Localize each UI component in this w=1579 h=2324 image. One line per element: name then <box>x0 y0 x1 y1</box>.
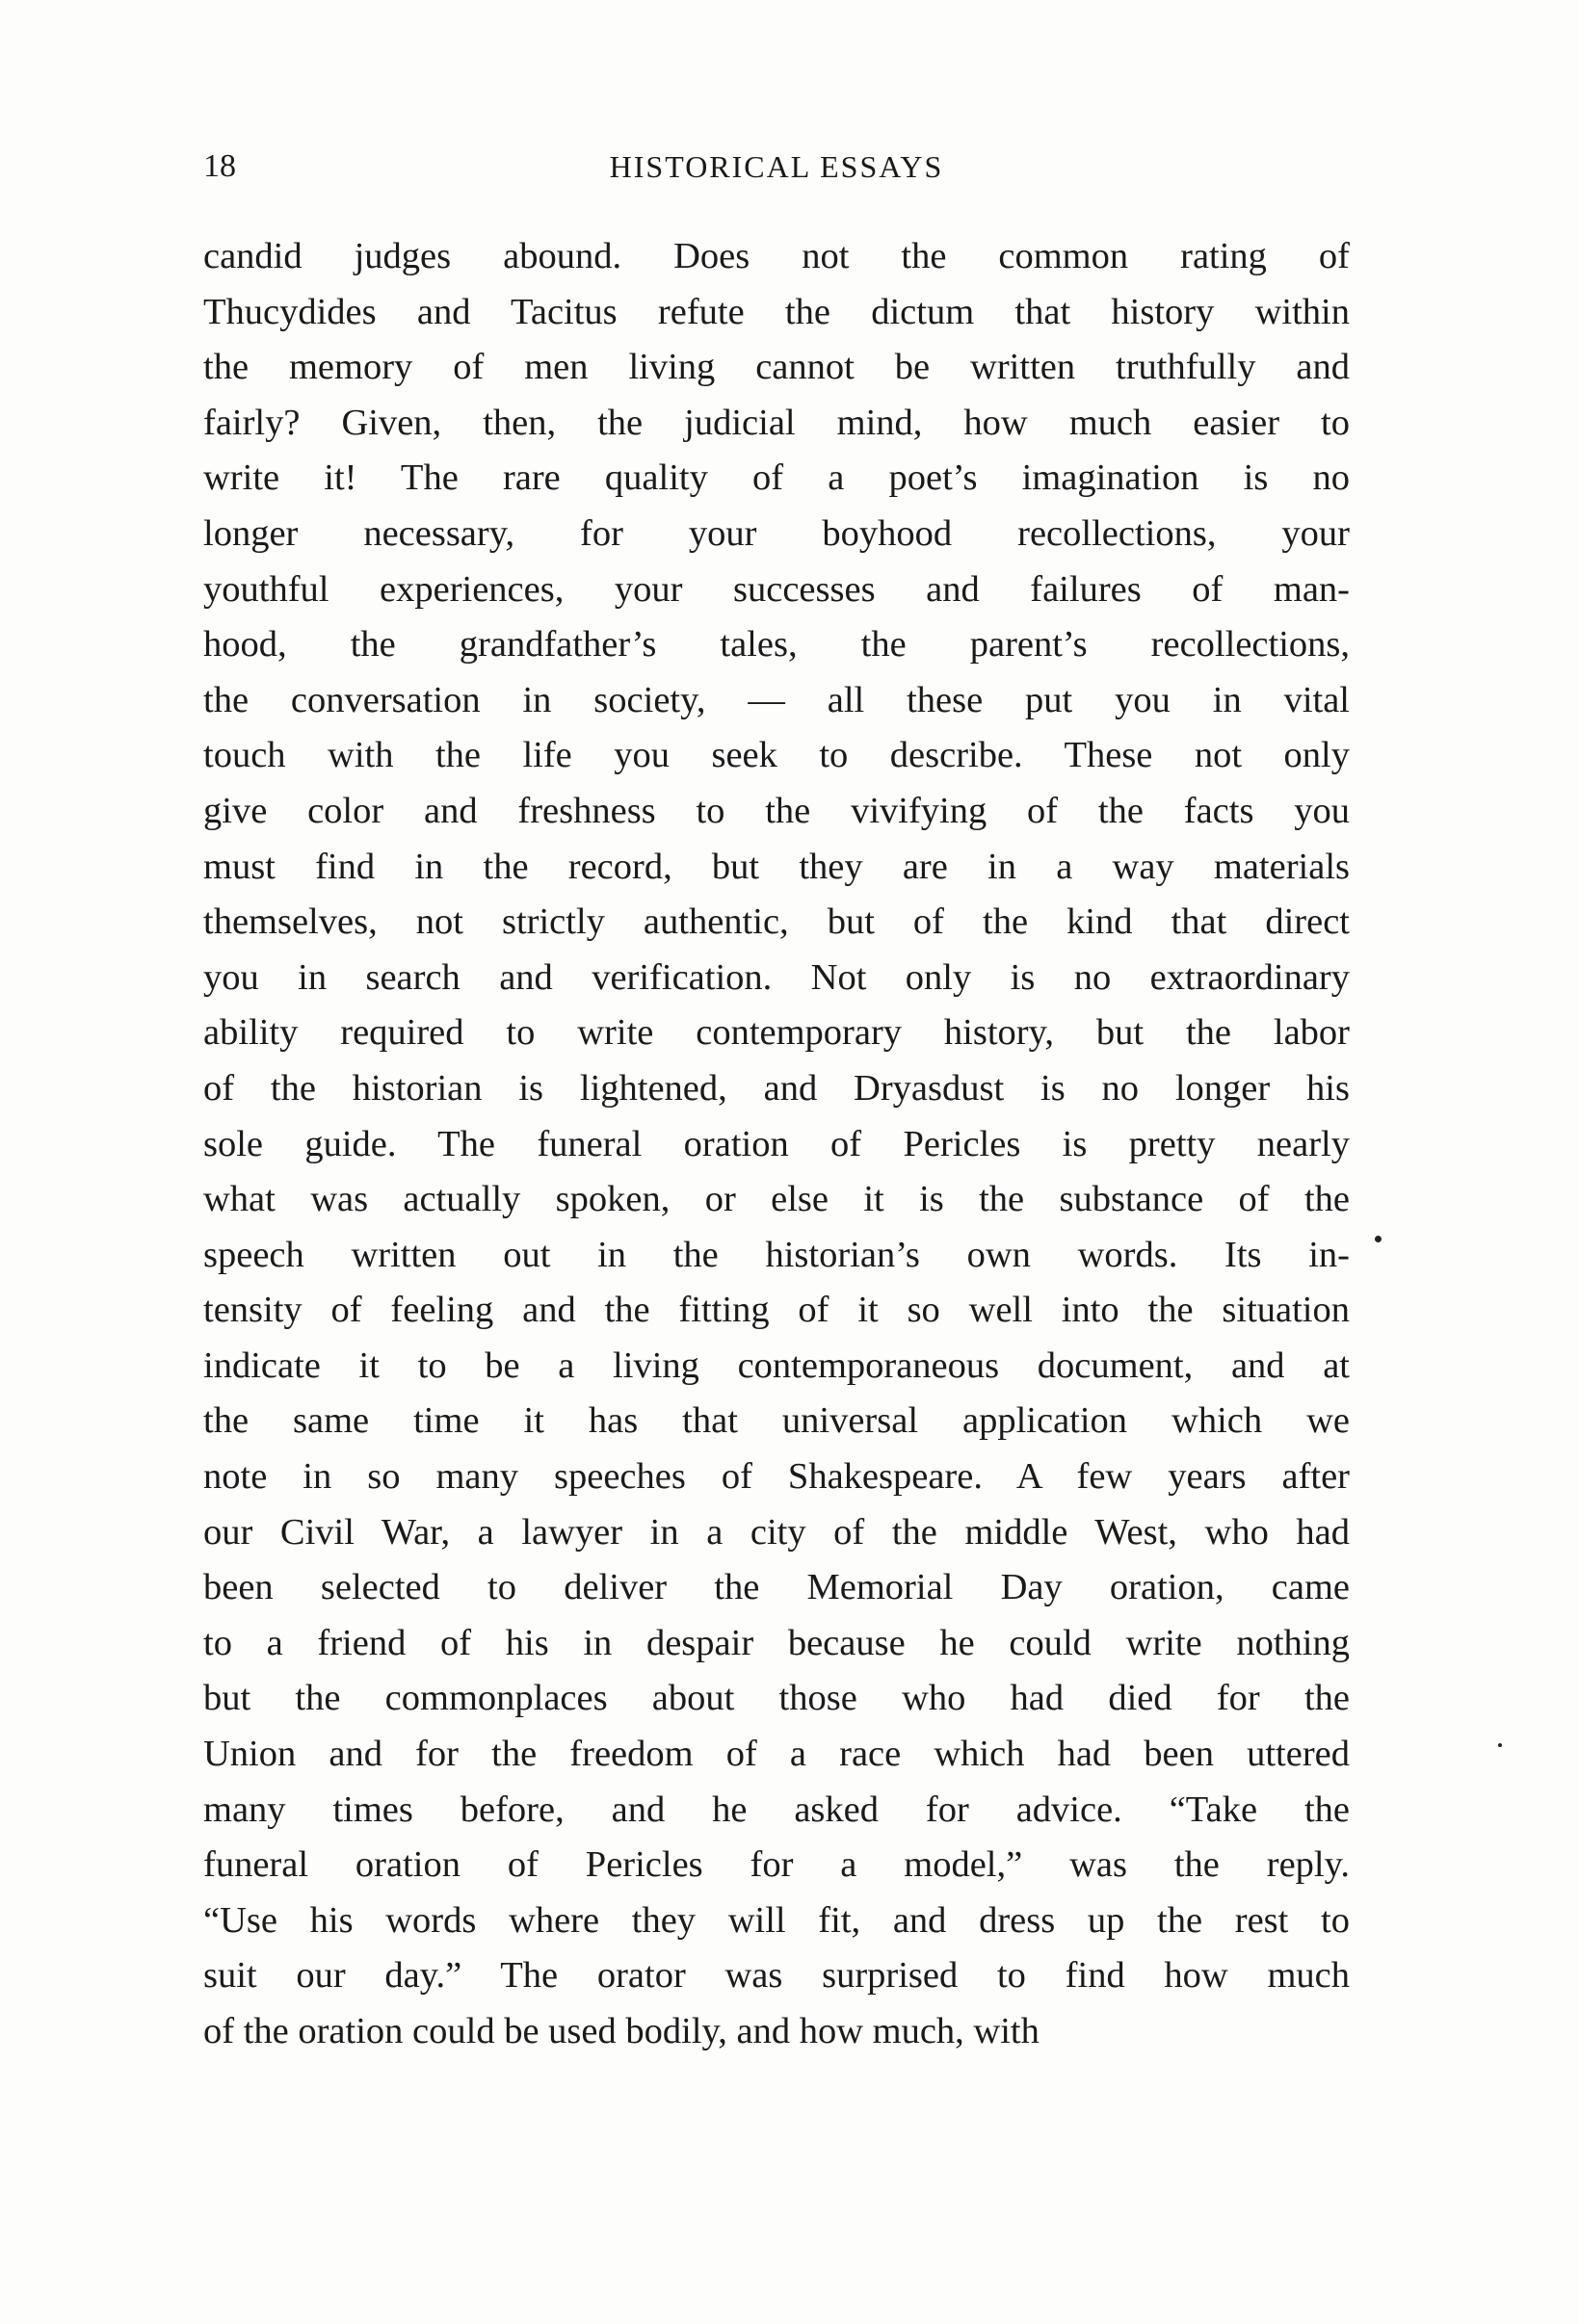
text-line: Thucydides and Tacitus refute the dictum that history within <box>203 291 1350 332</box>
text-line: tensity of feeling and the fitting of it so well into the situation <box>203 1290 1350 1331</box>
text-line: of the oration could be used bodily, and how much, with <box>203 2011 1040 2051</box>
body-text <box>203 229 1350 2060</box>
text-line: write it! The rare quality of a poet’s imagination is no <box>203 457 1350 499</box>
text-line: “Use his words where they will fit, and dress up the rest to <box>203 1899 1350 1941</box>
text-line: the conversation in society, — all these put you in vital <box>203 679 1350 720</box>
text-line: what was actually spoken, or else it is the substance of the <box>203 1179 1350 1220</box>
ink-speck <box>1498 1743 1502 1747</box>
page-number: 18 <box>203 148 236 184</box>
text-line: our Civil War, a lawyer in a city of the middle West, who had <box>203 1511 1350 1553</box>
text-line: but the commonplaces about those who had died for the <box>203 1678 1350 1719</box>
running-title: HISTORICAL ESSAYS <box>609 149 944 184</box>
text-line: you in search and verification. Not only is no extraordinary <box>203 956 1350 998</box>
text-line: been selected to deliver the Memorial Day oration, came <box>203 1567 1350 1608</box>
text-line: funeral oration of Pericles for a model,” was the reply. <box>203 1844 1350 1886</box>
text-line: many times before, and he asked for advice. “Take the <box>203 1789 1350 1830</box>
text-line: touch with the life you seek to describe. These not only <box>203 735 1350 776</box>
text-line: fairly? Given, then, the judicial mind, how much easier to <box>203 402 1350 443</box>
text-line: to a friend of his in despair because he could write nothing <box>203 1622 1350 1663</box>
text-line: give color and freshness to the vivifying of the facts you <box>203 790 1350 831</box>
text-line: the memory of men living cannot be written truthfully and <box>203 347 1350 388</box>
page-header <box>203 143 1350 191</box>
ink-speck <box>1375 1236 1382 1242</box>
text-line: themselves, not strictly authentic, but of the kind that direct <box>203 901 1350 943</box>
text-line: note in so many speeches of Shakespeare. A few years after <box>203 1456 1350 1498</box>
text-line: candid judges abound. Does not the common rating of <box>203 236 1350 276</box>
text-line: speech written out in the historian’s own words. Its in- <box>203 1234 1350 1275</box>
text-line: must find in the record, but they are in a way materials <box>203 846 1350 887</box>
text-line: indicate it to be a living contemporaneous document, and at <box>203 1345 1350 1386</box>
text-line: ability required to write contemporary history, but the labor <box>203 1012 1350 1054</box>
text-line: the same time it has that universal application which we <box>203 1400 1350 1442</box>
text-line: hood, the grandfather’s tales, the parent’s recollections, <box>203 624 1350 666</box>
text-line: Union and for the freedom of a race which had been uttered <box>203 1734 1350 1775</box>
text-line: of the historian is lightened, and Dryasdust is no longer his <box>203 1067 1350 1109</box>
text-line: suit our day.” The orator was surprised to find how much <box>203 1955 1350 1997</box>
text-line: youthful experiences, your successes and failures of man- <box>203 568 1350 610</box>
text-line: longer necessary, for your boyhood recollections, your <box>203 512 1350 554</box>
text-line: sole guide. The funeral oration of Pericles is pretty nearly <box>203 1123 1350 1164</box>
